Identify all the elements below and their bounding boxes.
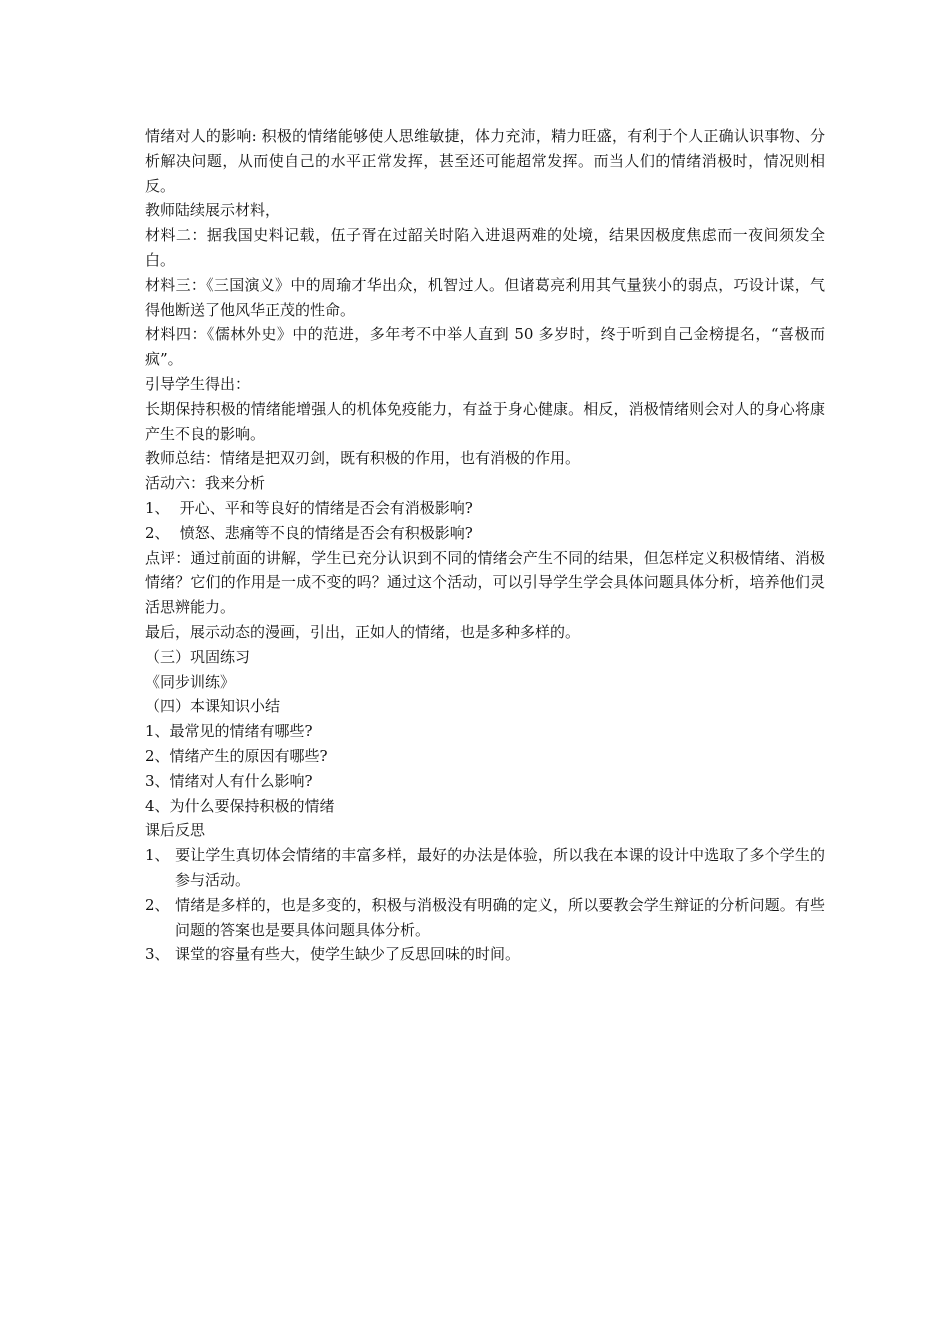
list-number: 2、 <box>145 895 170 914</box>
heading-summary: （四）本课知识小结 <box>145 697 281 716</box>
list-number: 3、 <box>145 945 170 964</box>
list-text: 课堂的容量有些大，使学生缺少了反思回味的时间。 <box>175 945 521 964</box>
paragraph-sync-training: 《同步训练》 <box>145 672 236 691</box>
list-text: 愤怒、悲痛等不良的情绪是否会有积极影响? <box>175 523 473 542</box>
document-body <box>145 124 825 967</box>
list-item-reflection <box>145 893 825 943</box>
list-item-reflection <box>145 843 825 893</box>
paragraph-long-term: 长期保持积极的情绪能增强人的机体免疫能力，有益于身心健康。相反，消极情绪则会对人的身心将康产生不良的影响。 <box>145 399 825 443</box>
paragraph-teacher-shows: 教师陆续展示材料， <box>145 201 281 220</box>
heading-reflection: 课后反思 <box>145 821 206 840</box>
list-item-activity <box>145 521 825 546</box>
paragraph-teacher-summary: 教师总结：情绪是把双刃剑，既有积极的作用，也有消极的作用。 <box>145 449 581 468</box>
list-item-activity <box>145 496 825 521</box>
summary-question: 2、情绪产生的原因有哪些? <box>145 746 328 765</box>
list-number: 2、 <box>145 523 170 542</box>
paragraph-comment: 点评：通过前面的讲解，学生已充分认识到不同的情绪会产生不同的结果，但怎样定义积极情绪、消极情绪？它们的作用是一成不变的吗？通过这个活动，可以引导学生学会具体问题具体分析，培养他们灵活思辨能力。 <box>145 548 825 617</box>
summary-question: 4、为什么要保持积极的情绪 <box>145 796 335 815</box>
heading-activity-six: 活动六：我来分析 <box>145 474 266 493</box>
paragraph-material-4: 材料四：《儒林外史》中的范进，多年考不中举人直到 50 多岁时，终于听到自己金榜提名，“喜极而疯”。 <box>145 325 825 369</box>
list-text: 情绪是多样的，也是多变的，积极与消极没有明确的定义，所以要教会学生辩证的分析问题。有些问题的答案也是要具体问题具体分析。 <box>175 895 825 939</box>
paragraph-material-3: 材料三：《三国演义》中的周瑜才华出众，机智过人。但诸葛亮利用其气量狭小的弱点，巧设计谋，气得他断送了他风华正茂的性命。 <box>145 275 825 319</box>
paragraph-material-2: 材料二：据我国史料记载，伍子胥在过韶关时陷入进退两难的处境，结果因极度焦虑而一夜间须发全白。 <box>145 226 825 269</box>
heading-consolidation: （三）巩固练习 <box>145 647 251 666</box>
paragraph-finally: 最后，展示动态的漫画，引出，正如人的情绪，也是多种多样的。 <box>145 622 581 641</box>
list-number: 1、 <box>145 498 170 517</box>
summary-question: 3、情绪对人有什么影响? <box>145 771 313 790</box>
paragraph-guide-students: 引导学生得出： <box>145 374 251 393</box>
list-item-reflection <box>145 942 825 967</box>
paragraph-emotion-influence: 情绪对人的影响: 积极的情绪能够使人思维敏捷，体力充沛，精力旺盛，有利于个人正确认识事物、分析解决问题，从而使自己的水平正常发挥，甚至还可能超常发挥。而当人们的情绪消极时，情况则相反。 <box>145 127 825 195</box>
list-text: 开心、平和等良好的情绪是否会有消极影响? <box>175 498 473 517</box>
list-text: 要让学生真切体会情绪的丰富多样，最好的办法是体验，所以我在本课的设计中选取了多个学生的参与活动。 <box>175 846 825 889</box>
summary-question: 1、最常见的情绪有哪些? <box>145 722 313 741</box>
list-number: 1、 <box>145 846 170 865</box>
